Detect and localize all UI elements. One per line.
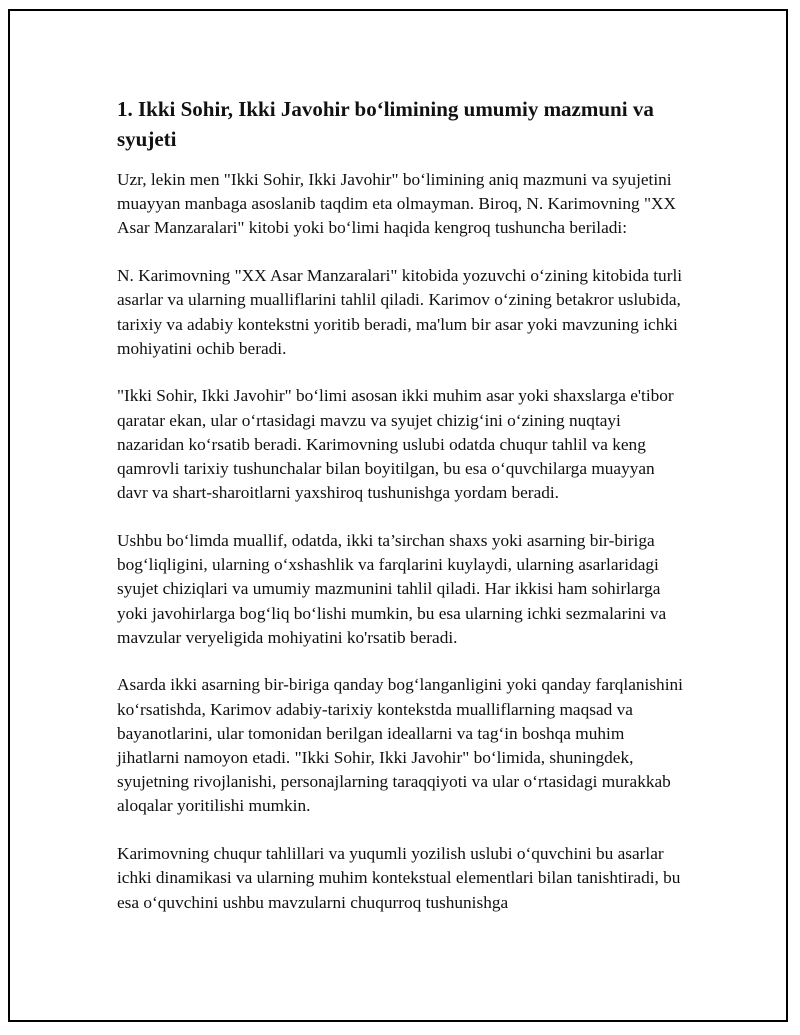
paragraph-context: Asarda ikki asarning bir-biriga qanday bog‘langanligini yoki qanday farqlanishini ko‘rsatishda, Karimov adabiy-tarixiy kontekstda mualliflarning maqsad va bayanotlarini, ular tomonidan berilgan ideallarni va tag‘in boshqa muhim jihatlarni namoyon etadi. "Ikki Sohir, Ikki Javohir" bo‘limida, shuningdek, syujetning rivojlanishi, personajlarning taraqqiyoti va ular o‘rtasidagi murakkab aloqalar yoritilishi mumkin. <box>117 675 683 816</box>
section-heading: 1. Ikki Sohir, Ikki Javohir bo‘limining umumiy mazmuni va syujeti <box>117 97 654 151</box>
paragraph-book-overview: N. Karimovning "XX Asar Manzaralari" kitobida yozuvchi o‘zining kitobida turli asarlar va ularning mualliflarini tahlil qiladi. Karimov o‘zining betakror uslubida, tarixiy va adabiy kontekstni yoritib beradi, ma'lum bir asar yoki mavzuning ichki mohiyatini ochib beradi. <box>117 266 683 358</box>
paragraph-intro: Uzr, lekin men "Ikki Sohir, Ikki Javohir" bo‘limining aniq mazmuni va syujetini muayyan manbaga asoslanib taqdim eta olmayman. Biroq, N. Karimovning "XX Asar Manzaralari" kitobi yoki bo‘limi haqida kengroq tushuncha beriladi: <box>117 170 676 238</box>
paragraph-conclusion: Karimovning chuqur tahlillari va yuqumli yozilish uslubi o‘quvchini bu asarlar ichki dinamikasi va ularning muhim kontekstual elementlari bilan tanishtiradi, bu esa o‘quvchini ushbu mavzularni chuqurroq tushunishga <box>117 844 681 912</box>
paragraph-comparison: Ushbu bo‘limda muallif, odatda, ikki ta’sirchan shaxs yoki asarning bir-biriga bog‘liqligini, ularning o‘xshashlik va farqlarini kuylaydi, ularning asarlaridagi syujet chiziqlari va umumiy mazmunini tahlil qiladi. Har ikkisi ham sohirlarga yoki javohirlarga bog‘liq bo‘lishi mumkin, bu esa ularning ichki sezmalarini va mavzular veryeligida mohiyatini ko'rsatib beradi. <box>117 530 667 647</box>
paragraph-section-focus: "Ikki Sohir, Ikki Javohir" bo‘limi asosan ikki muhim asar yoki shaxslarga e'tibor qaratar ekan, ular o‘rtasidagi mavzu va syujet chizig‘ini o‘zining nuqtayi nazaridan ko‘rsatib beradi. Karimovning uslubi odatda chuqur tahlil va keng qamrovli tarixiy tushunchalar bilan boyitilgan, bu esa o‘quvchilarga muayyan davr va shart-sharoitlarni yaxshiroq tushunishga yordam beradi. <box>117 386 674 503</box>
document-body <box>117 94 687 938</box>
